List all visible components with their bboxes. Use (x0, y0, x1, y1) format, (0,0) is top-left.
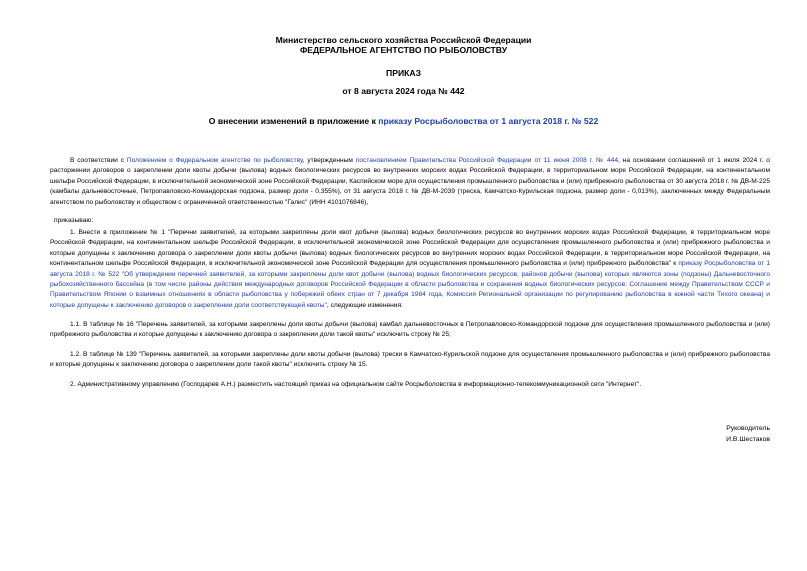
title-prefix: О внесении изменений в приложение к (208, 116, 379, 126)
agency-name: ФЕДЕРАЛЬНОЕ АГЕНТСТВО ПО РЫБОЛОВСТВУ (299, 45, 508, 55)
item-1-text-1: 1. Внести в приложение № 1 "Перечни заявителей, за которыми закреплены доли квот добычи (вылова) водных биологических ресурсов во внутренних морских водах Российской Федерации, в территориальном море Российской Федерации, на континентальном шельфе Российской Федерации, в исключительной экономической зоне Российской Федерации для осуществления промышленного рыболовства и (или) прибрежного рыболовства и которые допущены к заключению договора о закреплении доли квоты добычи (вылова) водных биологических ресурсов во внутренних морских водах Российской Федерации, в территориальном море Российской Федерации, на континентальном шельфе Российской Федерации, в исключительной экономической зоне Российской Федерации для осуществления промышленного рыболовства и (или) прибрежного рыболовства" к (50, 229, 770, 268)
regulation-link[interactable]: Положением о Федеральном агентстве по рыболовству (126, 157, 303, 164)
ministry-name: Министерство сельского хозяйства Российской Федерации (275, 35, 532, 45)
order-522-link[interactable]: приказу Росрыболовства от 1 августа 2018 г. № 522 "Об утверждении перечней заявителей, за которыми закреплены доли квот добычи (вылова) водных биологических ресурсов, районов добычи (вылова) которых являются зоны (подзоны) Дальневосточного рыбохозяйственного бассейна (в том числе районы действия международных договоров Российской Федерации в области рыболовства и сохранения водных биологических ресурсов: Соглашение между Правительством СССР и Правительством Японии о взаимных отношениях в области рыболовства у побережий обеих стран от 7 декабря 1984 года, Комиссия Региональной организации по регулированию рыболовства в южной части Тихого океана) и которые допущены к заключению договоров о закреплении доли соответствующей квоты" (50, 260, 771, 309)
item-2-paragraph: 2. Административному управлению (Господарев А.Н.) разместить настоящий приказ на официальном сайте Росрыболовства в информационно-телекоммуникационной сети "Интернет". (70, 381, 642, 388)
preamble-text-2: , утвержденным (302, 157, 356, 164)
preamble-paragraph (50, 156, 770, 208)
signatory-role: Руководитель (726, 425, 770, 432)
government-decree-link[interactable]: постановлением Правительства Российской Федерации от 11 июня 2008 г. № 444 (355, 157, 618, 164)
document-date: от 8 августа 2024 года № 442 (342, 86, 465, 96)
ministry-heading (0, 35, 807, 55)
document-title (0, 116, 807, 126)
document-type: ПРИКАЗ (386, 68, 421, 78)
preamble-text-1: В соответствии с (70, 157, 127, 164)
preamble-text-3: , на основании соглашений от 1 июля 2024 г. о расторжении договоров о закреплении доли квоты добычи (вылова) водных биологических ресурсов во внутренних морских водах Российской Федерации, в территориальном море Российской Федерации, на континентальном шельфе Российской Федерации, в исключительной экономической зоне Российской Федерации, Каспийском море для осуществления промышленного рыболовства и (или) прибрежного рыболовства от 30 августа 2018 г. № ДВ-М-225 (камбалы дальневосточные, Петропавловско-Командорская подзона, размер доли - 0,355%), от 31 августа 2018 г. № ДВ-М-2039 (треска, Камчатско-Курильская подзона, размер доли - 0,013%), заключенных между Федеральным агентством по рыболовству и обществом с ограниченной ответственностью "Галис" (ИНН 4101076846), (50, 157, 770, 206)
item-1-2-paragraph: 1.2. В таблице № 139 "Перечень заявителей, за которыми закреплены доли квоты добычи (вылова) трески в Камчатско-Курильской подзоне для осуществления промышленного рыболовства и (или) прибрежного рыболовства и которые допущены к заключению договора о закреплении доли такой квоты" исключить строку № 15. (50, 351, 770, 369)
item-1-paragraph (50, 228, 770, 311)
item-1-1-paragraph: 1.1. В таблице № 16 "Перечень заявителей, за которыми закреплены доли квоты добычи (вылова) камбал дальневосточных в Петропавловско-Командорской подзоне для осуществления промышленного рыболовства и (или) прибрежного рыболовства и которые допущены к заключению договора о закреплении доли такой квоты" исключить строку № 25; (50, 321, 770, 339)
title-order-link[interactable]: приказу Росрыболовства от 1 августа 2018 г. № 522 (378, 116, 599, 126)
item-1-text-2: , следующие изменения: (326, 301, 403, 309)
order-word: приказываю: (54, 217, 94, 224)
signature-block (680, 424, 770, 445)
signatory-name: И.В.Шестаков (726, 435, 770, 443)
